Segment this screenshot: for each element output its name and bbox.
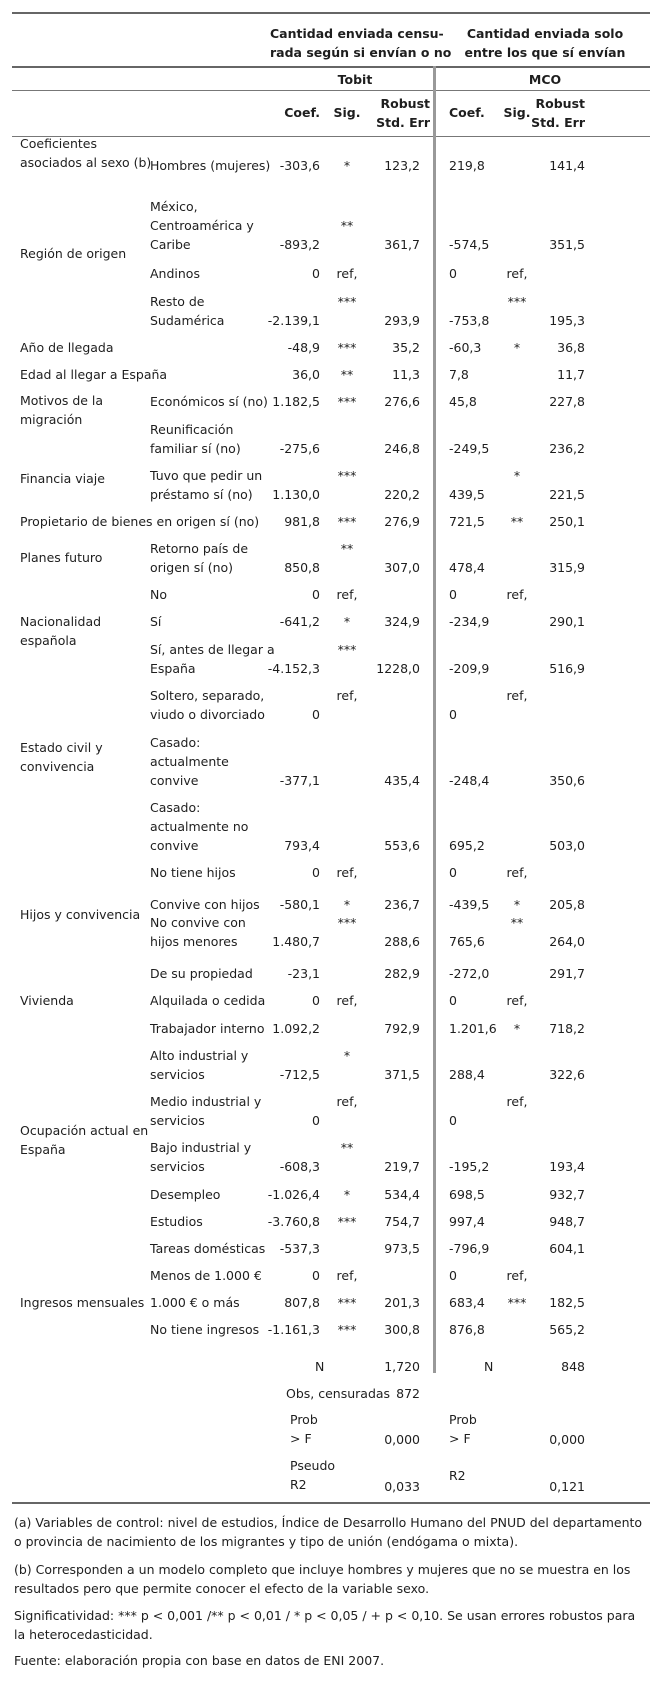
- model-mco-label: MCO: [528, 72, 562, 87]
- cell-coef-tobit: 0: [312, 1113, 320, 1128]
- cell-coef-mco: -234,9: [449, 614, 490, 629]
- header-group-tobit-line2: rada según si envían o no: [270, 45, 452, 60]
- cell-se-mco: 141,4: [549, 158, 585, 173]
- cell-coef-mco: 721,5: [449, 514, 485, 529]
- col-robust-tobit-l1: Robust: [380, 96, 430, 111]
- footnote-significance: Significatividad: *** p < 0,001 /** p < 0,01 / * p < 0,05 / + p < 0,10. Se usan errores robustos para la heterocedasticidad.: [14, 1608, 636, 1642]
- cell-sig-mco: ref,: [506, 688, 528, 703]
- row-category-label: Soltero, separado,: [150, 688, 265, 703]
- header-group-tobit-line1: Cantidad enviada censu-: [270, 26, 444, 41]
- row-category-label: Estudios: [150, 1214, 203, 1229]
- col-robust-tobit-l2: Std. Err: [376, 115, 430, 130]
- row-category-label: actualmente no: [150, 819, 249, 834]
- row-category-label: origen sí (no): [150, 560, 234, 575]
- cell-sig-tobit: ref,: [336, 1268, 358, 1283]
- cell-sig-tobit: **: [340, 1140, 354, 1155]
- cell-sig-mco: *: [513, 1021, 521, 1036]
- row-category-label: convive: [150, 773, 199, 788]
- column-divider: [433, 66, 436, 1373]
- cell-coef-tobit: 807,8: [284, 1295, 320, 1310]
- row-group-label: española: [20, 632, 77, 648]
- cell-se-tobit: 246,8: [384, 441, 420, 456]
- cell-sig-mco: **: [510, 915, 524, 930]
- cell-se-tobit: 361,7: [384, 237, 420, 252]
- cell-coef-mco: 0: [449, 1268, 457, 1283]
- row-category-label: préstamo sí (no): [150, 487, 253, 502]
- stat-prob-label-tobit-l1: Prob: [290, 1412, 318, 1427]
- cell-se-mco: 516,9: [549, 661, 585, 676]
- cell-sig-mco: ***: [507, 294, 527, 309]
- col-coef-mco: Coef.: [449, 105, 485, 120]
- col-sig-tobit: Sig.: [333, 105, 361, 120]
- cell-sig-tobit: ***: [337, 642, 357, 657]
- stat-n-mco: 848: [561, 1359, 585, 1374]
- stat-prob-label-mco-l1: Prob: [449, 1412, 477, 1427]
- cell-se-mco: 205,8: [549, 897, 585, 912]
- cell-se-mco: 236,2: [549, 441, 585, 456]
- stat-prob-tobit: 0,000: [384, 1432, 420, 1447]
- cell-coef-mco: 0: [449, 266, 457, 281]
- cell-sig-mco: ref,: [506, 865, 528, 880]
- cell-coef-mco: 695,2: [449, 838, 485, 853]
- row-category-label: Convive con hijos: [150, 897, 260, 912]
- row-group-label: Planes futuro: [20, 550, 103, 565]
- cell-coef-tobit: 793,4: [284, 838, 320, 853]
- cell-se-mco: 36,8: [557, 340, 585, 355]
- stat-prob-mco: 0,000: [549, 1432, 585, 1447]
- row-category-label: Caribe: [150, 237, 191, 252]
- row-category-label: No tiene hijos: [150, 865, 236, 880]
- row-category-label: Bajo industrial y: [150, 1140, 252, 1155]
- row-group-label: Año de llegada: [20, 340, 114, 355]
- cell-sig-tobit: **: [340, 367, 354, 382]
- cell-coef-mco: 439,5: [449, 487, 485, 502]
- row-category-label: Alquilada o cedida: [150, 993, 266, 1008]
- cell-se-tobit: 435,4: [384, 773, 420, 788]
- cell-coef-tobit: -712,5: [279, 1067, 320, 1082]
- row-category-label: Sí, antes de llegar a: [150, 642, 275, 657]
- stat-prob-label-mco-l2: > F: [449, 1431, 471, 1446]
- cell-sig-tobit: ***: [337, 1295, 357, 1310]
- cell-sig-mco: ref,: [506, 1268, 528, 1283]
- cell-coef-tobit: 0: [312, 707, 320, 722]
- cell-se-mco: 565,2: [549, 1322, 585, 1337]
- header-rule-2: [12, 90, 650, 91]
- cell-coef-tobit: 0: [312, 266, 320, 281]
- cell-coef-tobit: 1.480,7: [272, 934, 320, 949]
- stat-n-label-mco: N: [484, 1359, 494, 1374]
- cell-coef-tobit: 0: [312, 1268, 320, 1283]
- row-group-label: Financia viaje: [20, 471, 105, 486]
- cell-coef-tobit: 1.092,2: [272, 1021, 320, 1036]
- cell-coef-mco: 0: [449, 587, 457, 602]
- cell-se-mco: 182,5: [549, 1295, 585, 1310]
- row-category-label: Andinos: [150, 266, 200, 281]
- cell-sig-tobit: *: [343, 1187, 351, 1202]
- cell-se-tobit: 220,2: [384, 487, 420, 502]
- cell-se-mco: 718,2: [549, 1021, 585, 1036]
- cell-sig-mco: ref,: [506, 266, 528, 281]
- cell-coef-tobit: 0: [312, 865, 320, 880]
- cell-coef-tobit: -1.161,3: [267, 1322, 320, 1337]
- row-category-label: Reunificación: [150, 422, 234, 437]
- cell-coef-tobit: -4.152,3: [267, 661, 320, 676]
- stat-r2-label: R2: [449, 1468, 466, 1483]
- cell-se-mco: 503,0: [549, 838, 585, 853]
- cell-se-mco: 290,1: [549, 614, 585, 629]
- cell-se-tobit: 324,9: [384, 614, 420, 629]
- row-category-label: servicios: [150, 1067, 205, 1082]
- cell-coef-mco: -439,5: [449, 897, 490, 912]
- cell-se-mco: 350,6: [549, 773, 585, 788]
- footnote-source: Fuente: elaboración propia con base en datos de ENI 2007.: [14, 1653, 385, 1668]
- cell-coef-tobit: 0: [312, 993, 320, 1008]
- cell-se-mco: 322,6: [549, 1067, 585, 1082]
- cell-se-mco: 221,5: [549, 487, 585, 502]
- cell-se-tobit: 553,6: [384, 838, 420, 853]
- row-category-label: Retorno país de: [150, 541, 249, 556]
- cell-coef-mco: 765,6: [449, 934, 485, 949]
- row-category-label: Tareas domésticas: [150, 1241, 266, 1256]
- cell-se-mco: 932,7: [549, 1187, 585, 1202]
- row-group-label: Ocupación actual en: [20, 1122, 149, 1138]
- cell-se-tobit: 288,6: [384, 934, 420, 949]
- row-group-label: Nacionalidad: [20, 613, 102, 629]
- cell-se-tobit: 754,7: [384, 1214, 420, 1229]
- model-tobit-label: Tobit: [337, 72, 373, 87]
- row-group-label: Ingresos mensuales: [20, 1295, 145, 1310]
- footnote-a: (a) Variables de control: nivel de estudios, Índice de Desarrollo Humano del PNUD del departamento o provincia de nacimiento de los migrantes y tipo de unión (endógama o mixta).: [14, 1515, 643, 1549]
- row-category-label: Medio industrial y: [150, 1094, 262, 1109]
- cell-se-mco: 227,8: [549, 394, 585, 409]
- cell-se-mco: 315,9: [549, 560, 585, 575]
- stat-pseudo-label-l1: Pseudo: [290, 1458, 336, 1473]
- cell-coef-tobit: -275,6: [279, 441, 320, 456]
- row-category-label: servicios: [150, 1113, 205, 1128]
- row-category-label: Centroamérica y: [150, 218, 254, 233]
- cell-coef-mco: -249,5: [449, 441, 490, 456]
- cell-se-mco: 11,7: [557, 367, 585, 382]
- cell-se-tobit: 371,5: [384, 1067, 420, 1082]
- cell-sig-mco: ***: [507, 1295, 527, 1310]
- cell-coef-mco: 0: [449, 865, 457, 880]
- row-category-label: convive: [150, 838, 199, 853]
- cell-sig-tobit: *: [343, 1048, 351, 1063]
- cell-coef-mco: -796,9: [449, 1241, 490, 1256]
- cell-sig-tobit: ***: [337, 394, 357, 409]
- row-category-label: México,: [150, 199, 198, 214]
- cell-sig-mco: *: [513, 897, 521, 912]
- col-sig-mco: Sig.: [503, 105, 531, 120]
- cell-coef-mco: -248,4: [449, 773, 490, 788]
- cell-se-tobit: 282,9: [384, 966, 420, 981]
- cell-sig-tobit: ref,: [336, 266, 358, 281]
- cell-sig-tobit: ***: [337, 468, 357, 483]
- cell-coef-mco: 219,8: [449, 158, 485, 173]
- cell-coef-mco: 0: [449, 1113, 457, 1128]
- cell-se-tobit: 973,5: [384, 1241, 420, 1256]
- row-group-label: convivencia: [20, 758, 95, 774]
- cell-sig-tobit: ref,: [336, 1094, 358, 1109]
- row-category-label: Casado:: [150, 800, 201, 815]
- cell-sig-tobit: ref,: [336, 688, 358, 703]
- cell-sig-tobit: ref,: [336, 993, 358, 1008]
- row-category-label: No tiene ingresos: [150, 1322, 260, 1337]
- cell-se-tobit: 123,2: [384, 158, 420, 173]
- cell-coef-tobit: 0: [312, 587, 320, 602]
- row-group-label: Edad al llegar a España: [20, 367, 168, 382]
- row-category-label: Alto industrial y: [150, 1048, 249, 1063]
- cell-se-tobit: 11,3: [392, 367, 420, 382]
- row-group-label: España: [20, 1141, 66, 1157]
- cell-se-mco: 250,1: [549, 514, 585, 529]
- cell-se-mco: 948,7: [549, 1214, 585, 1229]
- cell-se-tobit: 276,9: [384, 514, 420, 529]
- row-category-label: Desempleo: [150, 1187, 221, 1202]
- row-group-label: migración: [20, 411, 83, 427]
- cell-coef-mco: 288,4: [449, 1067, 485, 1082]
- cell-coef-mco: -209,9: [449, 661, 490, 676]
- cell-sig-tobit: *: [343, 614, 351, 629]
- cell-coef-mco: 45,8: [449, 394, 477, 409]
- cell-sig-tobit: *: [343, 897, 351, 912]
- cell-coef-mco: -272,0: [449, 966, 490, 981]
- cell-coef-tobit: -1.026,4: [267, 1187, 320, 1202]
- cell-coef-tobit: -23,1: [287, 966, 320, 981]
- row-category-label: Económicos sí (no): [150, 394, 268, 409]
- row-group-label: Propietario de bienes en origen sí (no): [20, 514, 260, 529]
- cell-coef-tobit: -377,1: [279, 773, 320, 788]
- cell-coef-tobit: -3.760,8: [267, 1214, 320, 1229]
- table-bottom-rule: [12, 1502, 650, 1504]
- stat-censored-label: Obs, censuradas: [286, 1386, 391, 1401]
- cell-coef-tobit: -641,2: [279, 614, 320, 629]
- cell-sig-tobit: ref,: [336, 587, 358, 602]
- row-group-label: Región de origen: [20, 246, 127, 261]
- cell-se-tobit: 201,3: [384, 1295, 420, 1310]
- cell-coef-tobit: -893,2: [279, 237, 320, 252]
- col-robust-mco-l2: Std. Err: [531, 115, 585, 130]
- row-category-label: Casado:: [150, 735, 201, 750]
- cell-coef-mco: -195,2: [449, 1159, 490, 1174]
- stat-n-tobit: 1,720: [384, 1359, 420, 1374]
- cell-sig-tobit: ref,: [336, 865, 358, 880]
- cell-se-mco: 351,5: [549, 237, 585, 252]
- header-group-mco-line2: entre los que sí envían: [464, 45, 626, 60]
- cell-se-mco: 193,4: [549, 1159, 585, 1174]
- cell-se-tobit: 35,2: [392, 340, 420, 355]
- col-robust-mco-l1: Robust: [535, 96, 585, 111]
- cell-se-tobit: 276,6: [384, 394, 420, 409]
- stat-prob-label-tobit-l2: > F: [290, 1431, 312, 1446]
- footnote-b: (b) Corresponden a un modelo completo que incluye hombres y mujeres que no se muestra en los resultados pero que permite conocer el efecto de la variable sexo.: [14, 1562, 631, 1596]
- row-category-label: 1.000 € o más: [150, 1295, 240, 1310]
- row-category-label: España: [150, 661, 196, 676]
- row-category-label: servicios: [150, 1159, 205, 1174]
- cell-coef-tobit: -2.139,1: [267, 313, 320, 328]
- stat-n-label-tobit: N: [315, 1359, 325, 1374]
- cell-coef-mco: 876,8: [449, 1322, 485, 1337]
- cell-coef-mco: -753,8: [449, 313, 490, 328]
- row-category-label: Resto de: [150, 294, 205, 309]
- cell-se-mco: 195,3: [549, 313, 585, 328]
- cell-sig-tobit: ***: [337, 1322, 357, 1337]
- row-category-label: Hombres (mujeres): [150, 158, 271, 173]
- cell-coef-tobit: -580,1: [279, 897, 320, 912]
- cell-se-tobit: 307,0: [384, 560, 420, 575]
- stat-pseudo-value: 0,033: [384, 1479, 420, 1494]
- cell-sig-mco: *: [513, 340, 521, 355]
- cell-se-tobit: 219,7: [384, 1159, 420, 1174]
- cell-coef-mco: 0: [449, 993, 457, 1008]
- cell-coef-mco: 0: [449, 707, 457, 722]
- cell-se-tobit: 534,4: [384, 1187, 420, 1202]
- stat-censored-value: 872: [396, 1386, 420, 1401]
- cell-sig-tobit: ***: [337, 294, 357, 309]
- cell-se-mco: 604,1: [549, 1241, 585, 1256]
- row-group-label: Vivienda: [20, 993, 74, 1008]
- row-group-label: Motivos de la: [20, 392, 104, 408]
- cell-coef-tobit: -303,6: [279, 158, 320, 173]
- cell-coef-tobit: 36,0: [292, 367, 320, 382]
- cell-sig-tobit: **: [340, 541, 354, 556]
- cell-coef-mco: 698,5: [449, 1187, 485, 1202]
- cell-se-tobit: 236,7: [384, 897, 420, 912]
- cell-coef-tobit: 1.130,0: [272, 487, 320, 502]
- row-category-label: Sí: [150, 614, 162, 629]
- cell-coef-mco: 683,4: [449, 1295, 485, 1310]
- stat-r2-value: 0,121: [549, 1479, 585, 1494]
- cell-coef-mco: 1.201,6: [449, 1021, 497, 1036]
- cell-coef-tobit: 1.182,5: [272, 394, 320, 409]
- cell-coef-tobit: 850,8: [284, 560, 320, 575]
- cell-coef-mco: -574,5: [449, 237, 490, 252]
- header-rule-3: [12, 136, 650, 137]
- cell-se-mco: 291,7: [549, 966, 585, 981]
- cell-sig-tobit: ***: [337, 340, 357, 355]
- row-group-label: Coeficientes: [20, 135, 98, 151]
- row-group-label: asociados al sexo (b): [20, 154, 152, 170]
- cell-se-tobit: 293,9: [384, 313, 420, 328]
- cell-sig-mco: **: [510, 514, 524, 529]
- cell-se-mco: 264,0: [549, 934, 585, 949]
- cell-se-tobit: 792,9: [384, 1021, 420, 1036]
- row-category-label: Menos de 1.000 €: [150, 1268, 262, 1283]
- row-category-label: Tuvo que pedir un: [150, 468, 263, 483]
- row-category-label: Trabajador interno: [150, 1021, 265, 1036]
- cell-coef-tobit: 981,8: [284, 514, 320, 529]
- cell-sig-tobit: **: [340, 218, 354, 233]
- header-group-mco-line1: Cantidad enviada solo: [466, 26, 624, 41]
- col-coef-tobit: Coef.: [284, 105, 320, 120]
- row-group-label: Hijos y convivencia: [20, 907, 141, 922]
- row-category-label: Sudamérica: [150, 313, 225, 328]
- row-category-label: No: [150, 587, 167, 602]
- cell-sig-tobit: ***: [337, 1214, 357, 1229]
- row-category-label: No convive con: [150, 915, 246, 930]
- row-category-label: viudo o divorciado: [150, 707, 265, 722]
- table-top-rule: [12, 12, 650, 14]
- row-group-label: Estado civil y: [20, 739, 103, 755]
- cell-sig-mco: ref,: [506, 587, 528, 602]
- stat-pseudo-label-l2: R2: [290, 1477, 307, 1492]
- cell-sig-tobit: *: [343, 158, 351, 173]
- cell-sig-tobit: ***: [337, 915, 357, 930]
- header-rule-1: [12, 66, 650, 68]
- cell-coef-mco: 7,8: [449, 367, 469, 382]
- row-category-label: hijos menores: [150, 934, 238, 949]
- cell-coef-mco: 997,4: [449, 1214, 485, 1229]
- row-category-label: actualmente: [150, 754, 229, 769]
- cell-coef-tobit: -608,3: [279, 1159, 320, 1174]
- cell-coef-mco: 478,4: [449, 560, 485, 575]
- cell-sig-mco: ref,: [506, 1094, 528, 1109]
- cell-sig-mco: *: [513, 468, 521, 483]
- cell-se-tobit: 300,8: [384, 1322, 420, 1337]
- row-category-label: De su propiedad: [150, 966, 253, 981]
- cell-se-tobit: 1228,0: [376, 661, 420, 676]
- cell-sig-mco: ref,: [506, 993, 528, 1008]
- cell-sig-tobit: ***: [337, 514, 357, 529]
- cell-coef-mco: -60,3: [449, 340, 482, 355]
- cell-coef-tobit: -537,3: [279, 1241, 320, 1256]
- cell-coef-tobit: -48,9: [287, 340, 320, 355]
- row-category-label: familiar sí (no): [150, 441, 241, 456]
